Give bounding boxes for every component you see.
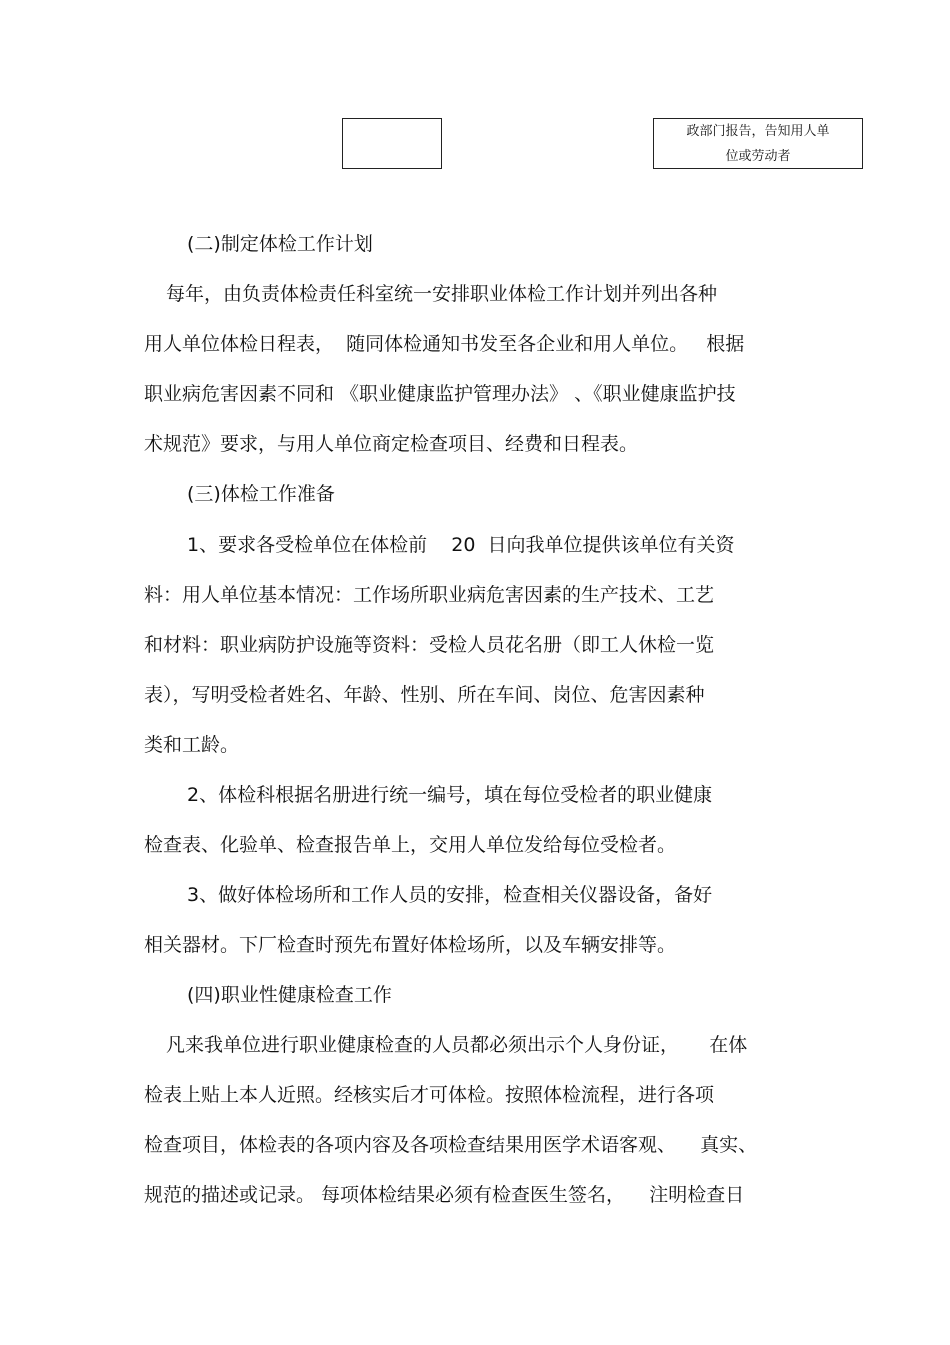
paragraph-line: 每年，由负责体检责任科室统一安排职业体检工作计划并列出各种 [166, 283, 718, 305]
paragraph-line: 职业病危害因素不同和 《职业健康监护管理办法》 、《职业健康监护技 [144, 383, 736, 405]
paragraph-line: 料：用人单位基本情况：工作场所职业病危害因素的生产技术、工艺 [144, 584, 715, 606]
paragraph-line: 和材料：职业病防护设施等资料：受检人员花名册（即工人休检一览 [144, 634, 715, 656]
section-heading-3: (三)体检工作准备 [187, 483, 335, 505]
flowchart-empty-box [342, 118, 442, 169]
paragraph-line: 3、做好体检场所和工作人员的安排，检查相关仪器设备，备好 [187, 884, 713, 906]
paragraph-line: 检表上贴上本人近照。经核实后才可体检。按照体检流程，进行各项 [144, 1084, 715, 1106]
section-heading-2: (二)制定体检工作计划 [187, 233, 373, 255]
note-line-1: 政部门报告，告知用人单 [686, 124, 830, 139]
paragraph-line: 凡来我单位进行职业健康检查的人员都必须出示个人身份证， 在体 [166, 1034, 748, 1056]
paragraph-line: 检查表、化验单、检查报告单上，交用人单位发给每位受检者。 [144, 834, 677, 856]
paragraph-line: 用人单位体检日程表， 随同体检通知书发至各企业和用人单位。 根据 [144, 333, 745, 355]
paragraph-line: 1、要求各受检单位在体检前 20 日向我单位提供该单位有关资 [187, 534, 735, 556]
note-line-2: 位或劳动者 [725, 149, 791, 164]
paragraph-line: 表），写明受检者姓名、年龄、性别、所在车间、岗位、危害因素种 [144, 684, 705, 706]
paragraph-line: 相关器材。下厂检查时预先布置好体检场所，以及车辆安排等。 [144, 934, 677, 956]
flowchart-note-box [653, 118, 863, 169]
paragraph-line: 类和工龄。 [144, 734, 240, 756]
paragraph-line: 2、体检科根据名册进行统一编号，填在每位受检者的职业健康 [187, 784, 713, 806]
paragraph-line: 检查项目，体检表的各项内容及各项检查结果用医学术语客观、 真实、 [144, 1134, 758, 1156]
section-heading-4: (四)职业性健康检查工作 [187, 984, 392, 1006]
paragraph-line: 术规范》要求，与用人单位商定检查项目、经费和日程表。 [144, 433, 639, 455]
paragraph-line: 规范的描述或记录。 每项体检结果必须有检查医生签名， 注明检查日 [144, 1184, 745, 1206]
